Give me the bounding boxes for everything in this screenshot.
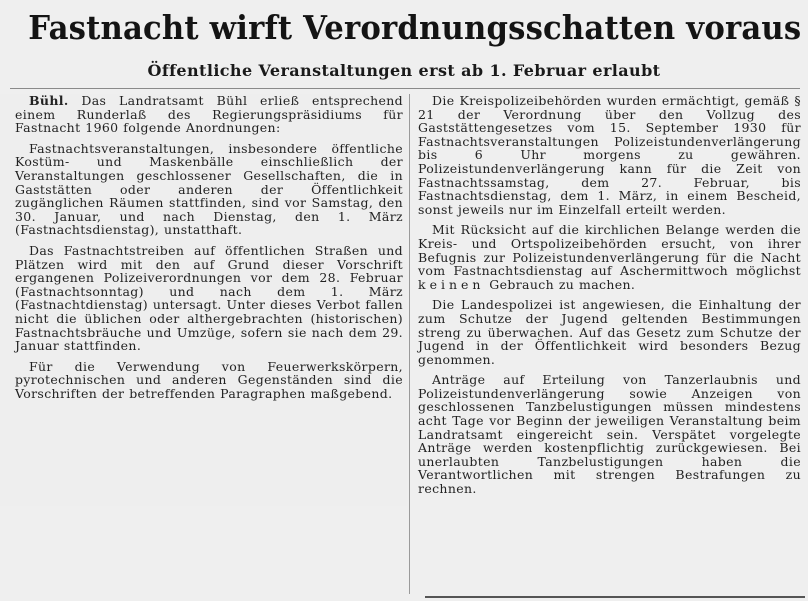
article-paragraph-6-end: Gebrauch zu machen.	[484, 276, 636, 292]
article-paragraph-4: Für die Verwendung von Feuerwerkskörpern, pyrotechnischen und anderen Gegenständen sind die Vorschriften der betreffenden Paragraphen maßgebend.	[15, 358, 403, 401]
article-paragraph-8: Anträge auf Erteilung von Tanzerlaubnis und Polizeistundenverlängerung sowie Anzeigen von geschlossenen Tanzbelustigungen müssen mindestens acht Tage vor Beginn der jeweiligen Veranstaltung beim Landratsamt eingereicht sein. Verspätet vorgelegte Anträge werden kostenpflichtig zurückgewiesen. Bei unerlaubten Tanzbelustigungen haben die Verantwortlichen mit strengen Bestrafungen zu rechnen.	[418, 372, 801, 497]
bottom-divider	[425, 596, 805, 598]
article-paragraph-7: Die Landespolizei ist angewiesen, die Einhaltung der zum Schutze der Jugend geltenden Bestimmungen streng zu überwachen. Auf das Gesetz zum Schutze der Jugend in der Öffentlichkeit wird besonders Bezug genommen.	[418, 297, 801, 367]
article-paragraph-3: Das Fastnachtstreiben auf öffentlichen Straßen und Plätzen wird mit den auf Grund dieser Vorschrift ergangenen Polizeiverordnungen vor dem 28. Februar (Fastnachtsonntag) und nach dem 1. März (Fastnachtdienstag) untersagt. Unter dieses Verbot fallen nicht die üblichen oder althergebrachten (historischen) Fastnachtsbräuche und Umzüge, sofern sie nach dem 29. Januar stattfinden.	[15, 242, 403, 354]
article-paragraph-2: Fastnachtsveranstaltungen, insbesondere öffentliche Kostüm- und Maskenbälle einschließlich der Veranstaltungen geschlossener Gesellschaften, die in Gaststätten oder anderen der Öffentlichkeit zugänglichen Räumen stattfinden, sind vor Samstag, den 30. Januar, und nach Dienstag, den 1. März (Fastnachtsdienstag), unstatthaft.	[15, 140, 403, 238]
article-paragraph-5: Die Kreispolizeibehörden wurden ermächtigt, gemäß § 21 der Verordnung über den Vollzug des Gaststättengesetzes vom 15. September 1930 für Fastnachtsveranstaltungen Polizeistundenverlängerung bis 6 Uhr morgens zu gewähren. Polizeistundenverlängerung kann für die Zeit von Fastnachtssamstag, dem 27. Februar, bis Fastnachtsdienstag, dem 1. März, in einem Bescheid, sonst jeweils nur im Einzelfall erteilt werden.	[418, 93, 801, 217]
article-paragraph-1	[15, 94, 403, 135]
left-column	[15, 94, 403, 401]
article-paragraph-1-text: Das Landratsamt Bühl erließ entsprechend einem Runderlaß des Regierungspräsidiums für Fastnacht 1960 folgende Anordnungen:	[15, 93, 403, 136]
article-paragraph-6	[418, 223, 801, 291]
right-column	[418, 94, 801, 497]
headline: Fastnacht wirft Verordnungsschatten voraus	[28, 8, 802, 47]
subheadline: Öffentliche Veranstaltungen erst ab 1. Februar erlaubt	[147, 61, 661, 80]
column-divider	[409, 94, 410, 594]
header-divider	[10, 88, 800, 89]
article-paragraph-6-start: Mit Rücksicht auf die kirchlichen Belange werden die Kreis- und Ortspolizeibehörden ersucht, von ihrer Befugnis zur Polizeistundenverlängerung für die Nacht vom Fastnachtsdienstag auf Aschermittwoch möglichst	[418, 222, 801, 279]
emphasized-word: keinen	[418, 276, 485, 292]
dateline: Bühl.	[29, 93, 69, 108]
